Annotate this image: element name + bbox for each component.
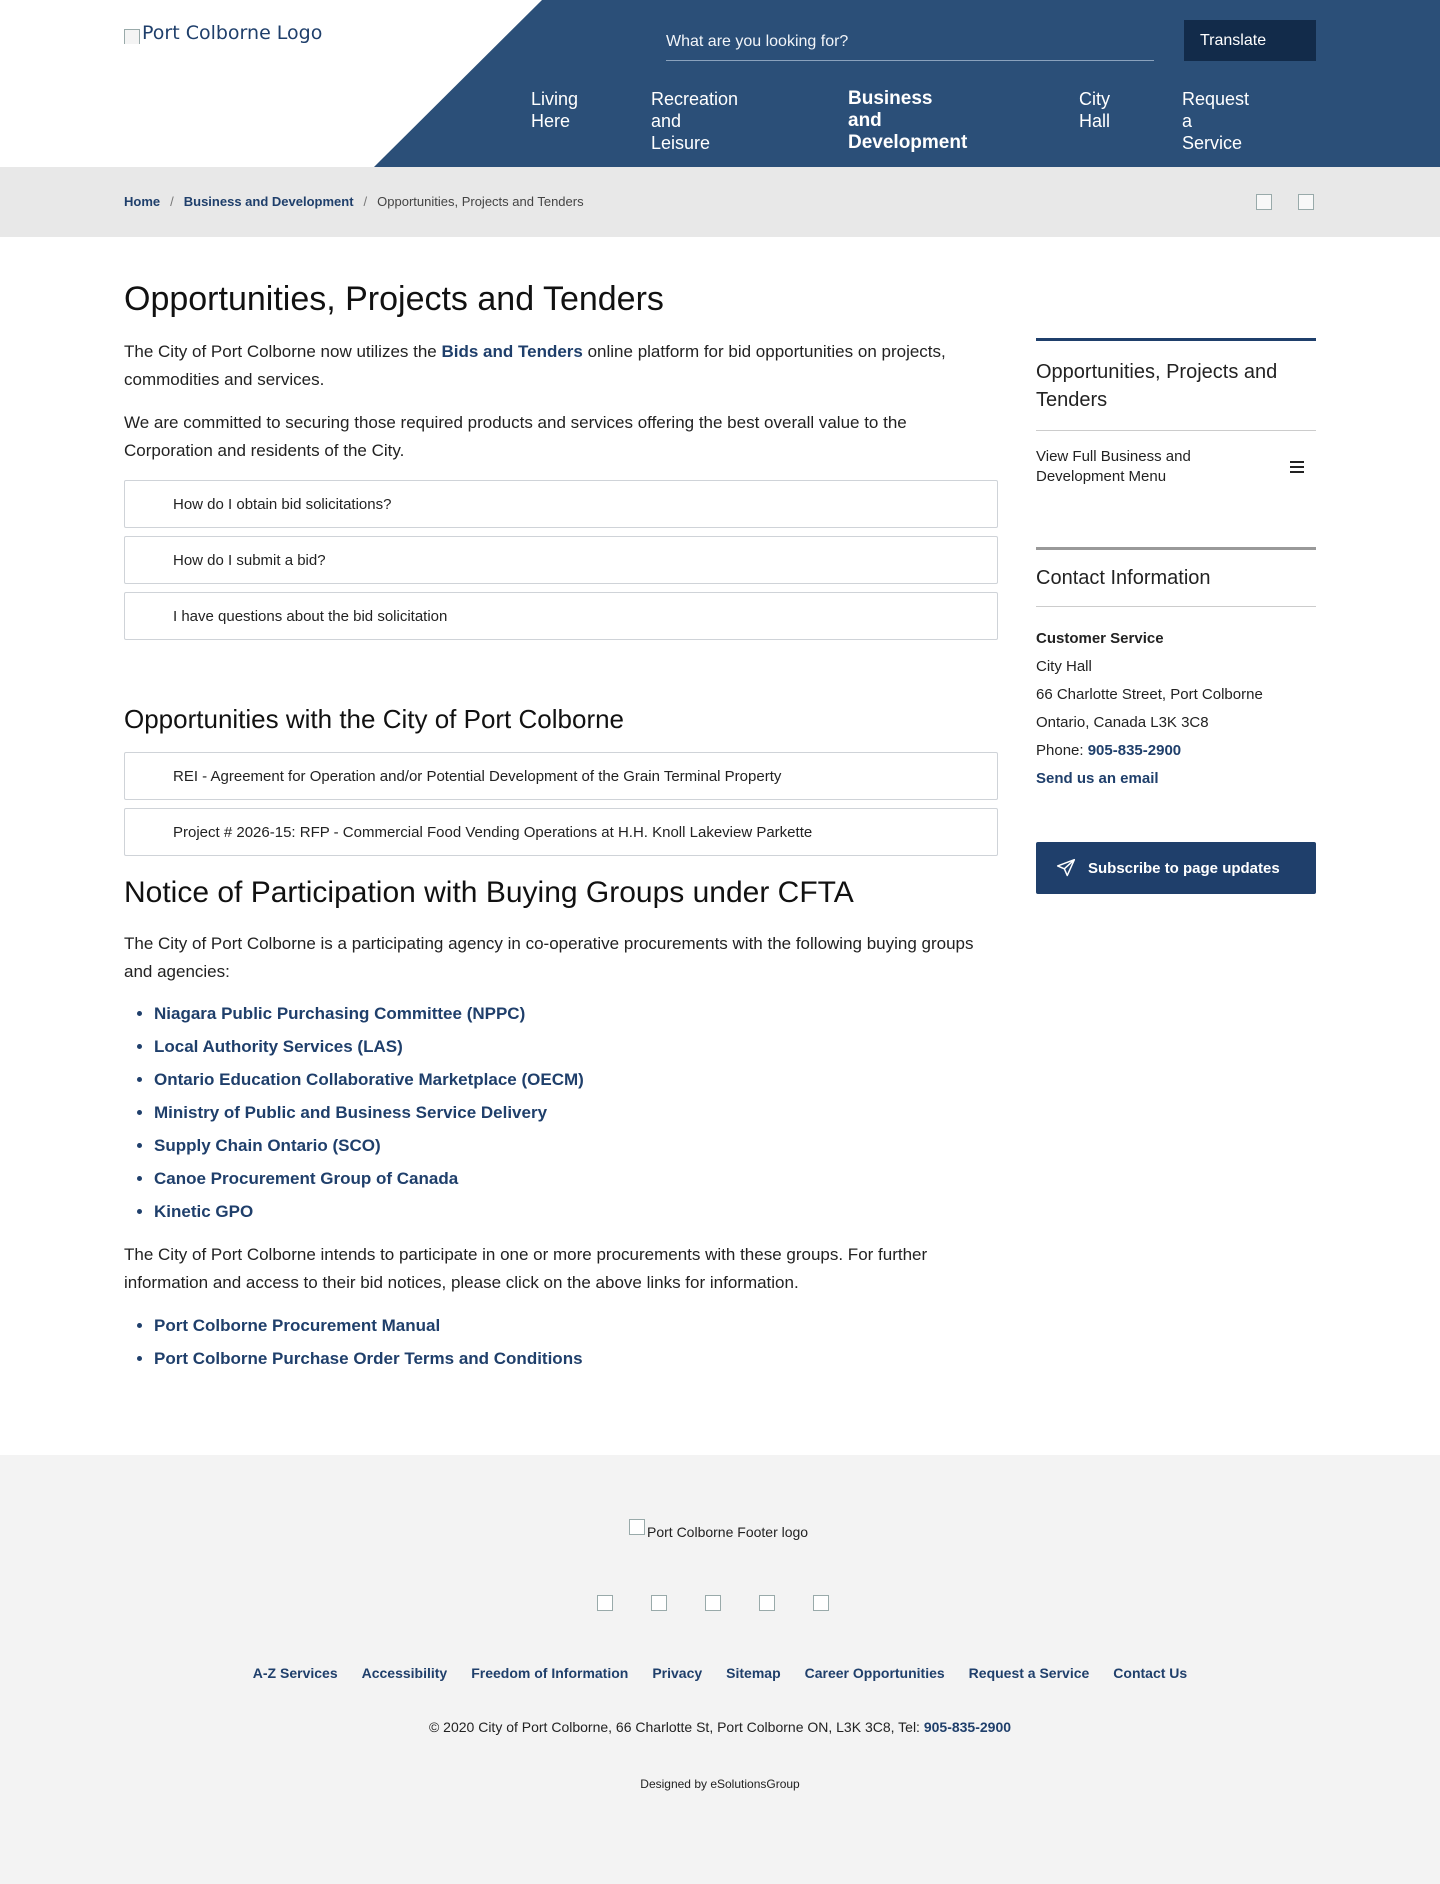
link-procurement-manual[interactable]: Port Colborne Procurement Manual xyxy=(154,1316,441,1335)
footer-link-privacy[interactable]: Privacy xyxy=(652,1665,703,1681)
footer-link-sitemap[interactable]: Sitemap xyxy=(726,1665,781,1681)
link-nppc[interactable]: Niagara Public Purchasing Committee (NPPC) xyxy=(154,1004,526,1023)
list-item xyxy=(154,1132,584,1165)
site-logo[interactable] xyxy=(124,22,322,44)
footer-link-careers[interactable]: Career Opportunities xyxy=(804,1665,945,1681)
contact-street: 66 Charlotte Street, Port Colborne xyxy=(1036,686,1263,703)
sidebar-section-nav xyxy=(1036,338,1316,487)
contact-city: Ontario, Canada L3K 3C8 xyxy=(1036,714,1209,731)
send-icon xyxy=(1056,858,1076,878)
list-item xyxy=(154,1066,584,1099)
phone-label: Phone: xyxy=(1036,742,1088,759)
contact-information xyxy=(1036,547,1316,793)
intro-text-before: The City of Port Colborne now utilizes the xyxy=(124,342,442,361)
contact-phone-row xyxy=(1036,737,1316,765)
share-icon[interactable] xyxy=(1298,194,1314,210)
translate-button[interactable]: Translate xyxy=(1184,20,1316,61)
list-item xyxy=(154,1345,583,1378)
cfta-intro: The City of Port Colborne is a participating agency in co-operative procurements with the following buying groups and agencies: xyxy=(124,934,974,981)
link-po-terms[interactable]: Port Colborne Purchase Order Terms and Conditions xyxy=(154,1349,583,1368)
facebook-icon[interactable] xyxy=(597,1595,613,1611)
twitter-icon[interactable] xyxy=(651,1595,667,1611)
cfta-heading: Notice of Participation with Buying Groups under CFTA xyxy=(124,876,854,909)
nav-recreation-leisure[interactable]: Recreation and Leisure xyxy=(651,89,739,153)
buying-groups-list xyxy=(154,1000,584,1231)
logo-image-icon xyxy=(124,29,140,44)
subscribe-label: Subscribe to page updates xyxy=(1088,859,1280,877)
page-title: Opportunities, Projects and Tenders xyxy=(124,280,664,318)
opportunity-food-vending[interactable]: Project # 2026-15: RFP - Commercial Food Vending Operations at H.H. Knoll Lakeview Parkette xyxy=(124,808,998,856)
list-item xyxy=(154,1033,584,1066)
faq-questions[interactable]: I have questions about the bid solicitation xyxy=(124,592,998,640)
list-item xyxy=(154,1000,584,1033)
footer-link-accessibility[interactable]: Accessibility xyxy=(361,1665,448,1681)
contact-place: City Hall xyxy=(1036,658,1092,675)
link-ministry[interactable]: Ministry of Public and Business Service Delivery xyxy=(154,1103,548,1122)
breadcrumb-separator: / xyxy=(363,194,368,209)
link-sco[interactable]: Supply Chain Ontario (SCO) xyxy=(154,1136,381,1155)
search-input[interactable] xyxy=(666,33,1154,51)
footer-link-request-service[interactable]: Request a Service xyxy=(968,1665,1090,1681)
intro-paragraph xyxy=(124,338,994,394)
list-item xyxy=(154,1198,584,1231)
site-header xyxy=(0,0,1440,167)
footer-link-foi[interactable]: Freedom of Information xyxy=(471,1665,629,1681)
logo-alt-text: Port Colborne Logo xyxy=(142,22,323,44)
opportunities-heading: Opportunities with the City of Port Colborne xyxy=(124,704,625,734)
list-item xyxy=(154,1099,584,1132)
nav-living-here[interactable]: Living Here xyxy=(531,89,579,131)
footer-logo-image-icon xyxy=(629,1519,645,1535)
faq-obtain-bids[interactable]: How do I obtain bid solicitations? xyxy=(124,480,998,528)
opportunity-grain-terminal[interactable]: REI - Agreement for Operation and/or Potential Development of the Grain Terminal Property xyxy=(124,752,998,800)
contact-body xyxy=(1036,607,1316,793)
footer-logo[interactable] xyxy=(629,1524,808,1540)
email-link[interactable]: Send us an email xyxy=(1036,770,1159,787)
breadcrumb xyxy=(124,194,584,209)
print-icon[interactable] xyxy=(1256,194,1272,210)
link-kinetic[interactable]: Kinetic GPO xyxy=(154,1202,254,1221)
designed-by[interactable]: Designed by eSolutionsGroup xyxy=(640,1777,800,1791)
footer-link-az[interactable]: A-Z Services xyxy=(252,1665,338,1681)
intro-text-after: online platform for bid opportunities on projects, commodities and services. xyxy=(124,342,946,389)
link-canoe[interactable]: Canoe Procurement Group of Canada xyxy=(154,1169,459,1188)
search-bar xyxy=(666,24,1154,61)
nav-city-hall[interactable]: City Hall xyxy=(1079,89,1111,131)
breadcrumb-separator: / xyxy=(170,194,174,209)
footer-phone-link[interactable]: 905-835-2900 xyxy=(923,1719,1012,1735)
youtube-icon[interactable] xyxy=(813,1595,829,1611)
cfta-outro: The City of Port Colborne intends to participate in one or more procurements with these groups. For further information and access to their bid notices, please click on the above links for information. xyxy=(124,1245,928,1292)
contact-title: Contact Information xyxy=(1036,567,1211,589)
full-menu-toggle[interactable] xyxy=(1036,431,1316,487)
site-footer xyxy=(0,1455,1440,1884)
bids-tenders-link[interactable]: Bids and Tenders xyxy=(441,342,583,361)
nav-request-service[interactable]: Request a Service xyxy=(1182,89,1250,153)
commitment-paragraph: We are committed to securing those required products and services offering the best overall value to the Corporation and residents of the City. xyxy=(124,413,907,460)
documents-list xyxy=(154,1312,583,1378)
footer-logo-alt-text: Port Colborne Footer logo xyxy=(647,1524,809,1540)
link-las[interactable]: Local Authority Services (LAS) xyxy=(154,1037,403,1056)
full-menu-label: View Full Business and Development Menu xyxy=(1036,448,1191,485)
faq-submit-bid[interactable]: How do I submit a bid? xyxy=(124,536,998,584)
copyright-text: © 2020 City of Port Colborne, 66 Charlotte St, Port Colborne ON, L3K 3C8, Tel: xyxy=(428,1719,924,1735)
hamburger-icon[interactable] xyxy=(1290,461,1304,473)
phone-link[interactable]: 905-835-2900 xyxy=(1087,742,1182,759)
footer-link-contact[interactable]: Contact Us xyxy=(1113,1665,1188,1681)
list-item xyxy=(154,1312,583,1345)
copyright xyxy=(0,1719,1440,1735)
contact-name: Customer Service xyxy=(1036,630,1164,647)
list-item xyxy=(154,1165,584,1198)
breadcrumb-bar xyxy=(0,167,1440,237)
breadcrumb-home[interactable]: Home xyxy=(124,194,161,209)
linkedin-icon[interactable] xyxy=(759,1595,775,1611)
subscribe-button[interactable] xyxy=(1036,842,1316,894)
footer-links xyxy=(0,1665,1440,1681)
instagram-icon[interactable] xyxy=(705,1595,721,1611)
breadcrumb-business[interactable]: Business and Development xyxy=(183,194,354,209)
sidebar-title: Opportunities, Projects and Tenders xyxy=(1036,361,1278,411)
nav-business-development[interactable]: Business and Development xyxy=(848,88,968,153)
link-oecm[interactable]: Ontario Education Collaborative Marketplace (OECM) xyxy=(154,1070,584,1089)
breadcrumb-current: Opportunities, Projects and Tenders xyxy=(377,194,584,209)
